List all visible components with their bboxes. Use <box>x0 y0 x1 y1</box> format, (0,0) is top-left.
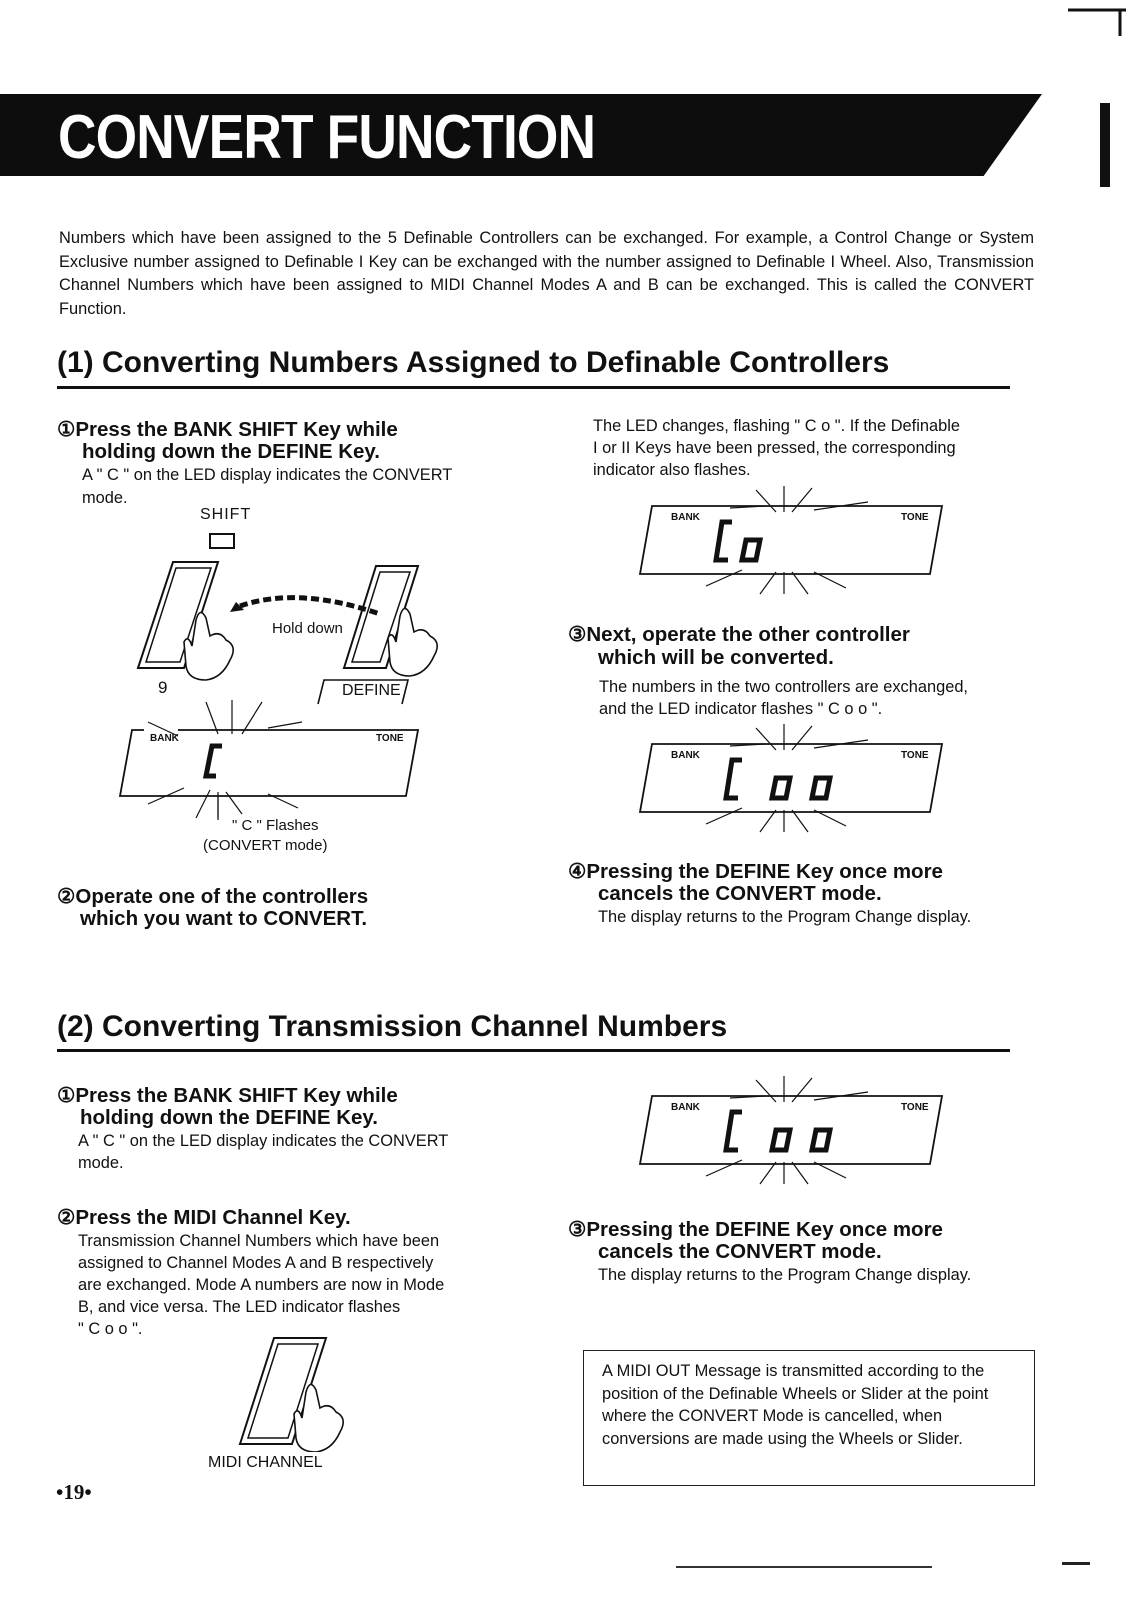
s2-step3-title-line2: cancels the CONVERT mode. <box>598 1240 882 1263</box>
s1-step2-title-line2: which you want to CONVERT. <box>80 907 368 930</box>
lcd-display-coo-2 <box>636 1076 948 1186</box>
key-number-label: 9 <box>158 678 168 697</box>
s1-step1-title-line2: holding down the DEFINE Key. <box>82 440 381 463</box>
corner-registration-mark <box>1058 0 1128 40</box>
keypress-illustration <box>118 528 458 708</box>
lcd-display-coo <box>636 724 948 834</box>
s2-step2-body-line5: " C o o ". <box>78 1320 143 1338</box>
lcd2-tone-label: TONE <box>901 512 929 523</box>
midi-channel-label: MIDI CHANNEL <box>208 1454 323 1471</box>
section2-heading: (2) Converting Transmission Channel Numbers <box>57 1010 728 1043</box>
s1-right-intro-line1: The LED changes, flashing " C o ". If the Definable <box>593 417 960 435</box>
s1-step3-title-line2: which will be converted. <box>598 646 834 669</box>
shift-label: SHIFT <box>200 506 252 523</box>
lcd-display-co <box>636 486 948 596</box>
s2-step1-body-line1: A " C " on the LED display indicates the CONVERT <box>78 1132 449 1150</box>
lcd4-tone-label: TONE <box>901 1102 929 1113</box>
lcd1-bank-label: BANK <box>150 733 179 744</box>
s1-step4-title-line1: ④Pressing the DEFINE Key once more <box>568 860 943 883</box>
s1-step1-body-line2: mode. <box>82 489 128 507</box>
s1-step4-body: The display returns to the Program Change display. <box>598 908 972 926</box>
s2-step3-title-line1: ③Pressing the DEFINE Key once more <box>568 1218 943 1241</box>
s2-step3-body: The display returns to the Program Change display. <box>598 1266 972 1284</box>
s1-step3-body-line2: and the LED indicator flashes " C o o ". <box>599 700 883 718</box>
hold-down-label: Hold down <box>272 620 343 637</box>
s1-right-intro-line2: I or II Keys have been pressed, the corresponding <box>593 439 956 457</box>
chapter-tab-marker <box>1100 103 1110 187</box>
footer-mark <box>1062 1562 1090 1565</box>
footer-rule <box>676 1566 932 1568</box>
s1-step1-body-line1: A " C " on the LED display indicates the CONVERT <box>82 466 453 484</box>
s2-step2-body-line3: are exchanged. Mode A numbers are now in Mode <box>78 1276 445 1294</box>
s2-step2-title: ②Press the MIDI Channel Key. <box>57 1206 351 1229</box>
s1-step4-title-line2: cancels the CONVERT mode. <box>598 882 882 905</box>
lcd2-bank-label: BANK <box>671 512 700 523</box>
s1-step3-title-line1: ③Next, operate the other controller <box>568 623 910 646</box>
flashes-label: " C " Flashes <box>232 817 319 834</box>
s2-step2-body-line1: Transmission Channel Numbers which have been <box>78 1232 440 1250</box>
note-text: A MIDI OUT Message is transmitted according to the position of the Definable Wheels or Slider at the point where the CONVERT Mode is cancelled, when conversions are made using the Wheels or Slider. <box>602 1362 989 1448</box>
s1-step1-title-line1: ①Press the BANK SHIFT Key while <box>57 418 398 441</box>
s2-step1-title-line1: ①Press the BANK SHIFT Key while <box>57 1084 398 1107</box>
define-label: DEFINE <box>342 682 401 699</box>
lcd4-bank-label: BANK <box>671 1102 700 1113</box>
s2-step1-title-line2: holding down the DEFINE Key. <box>80 1106 379 1129</box>
lcd3-tone-label: TONE <box>901 750 929 761</box>
intro-paragraph: Numbers which have been assigned to the 5 Definable Controllers can be exchanged. For example, a Control Change or System Exclusive number assigned to Definable I Key can be exchanged with the number assigned to Definable I Wheel. Also, Transmission Channel Numbers which have been assigned to MIDI Channel Modes A and B can be exchanged. This is called the CONVERT Function. <box>59 229 1034 318</box>
s2-step2-body-line2: assigned to Channel Modes A and B respectively <box>78 1254 434 1272</box>
s1-right-intro-line3: indicator also flashes. <box>593 461 751 479</box>
page-title: CONVERT FUNCTION <box>58 103 596 172</box>
s1-step2-title-line1: ②Operate one of the controllers <box>57 885 369 908</box>
s1-step3-body-line1: The numbers in the two controllers are exchanged, <box>599 678 968 696</box>
s2-step2-body-line4: B, and vice versa. The LED indicator flashes <box>78 1298 401 1316</box>
lcd1-tone-label: TONE <box>376 733 404 744</box>
section1-heading: (1) Converting Numbers Assigned to Definable Controllers <box>57 346 890 379</box>
lcd3-bank-label: BANK <box>671 750 700 761</box>
s2-step1-body-line2: mode. <box>78 1154 124 1172</box>
midi-channel-key-illustration <box>236 1334 356 1452</box>
page-number: •19• <box>56 1480 92 1504</box>
section1-rule <box>57 386 1010 389</box>
lcd-display-convert <box>118 700 428 820</box>
convert-mode-label: (CONVERT mode) <box>203 837 328 854</box>
section2-rule <box>57 1049 1010 1052</box>
